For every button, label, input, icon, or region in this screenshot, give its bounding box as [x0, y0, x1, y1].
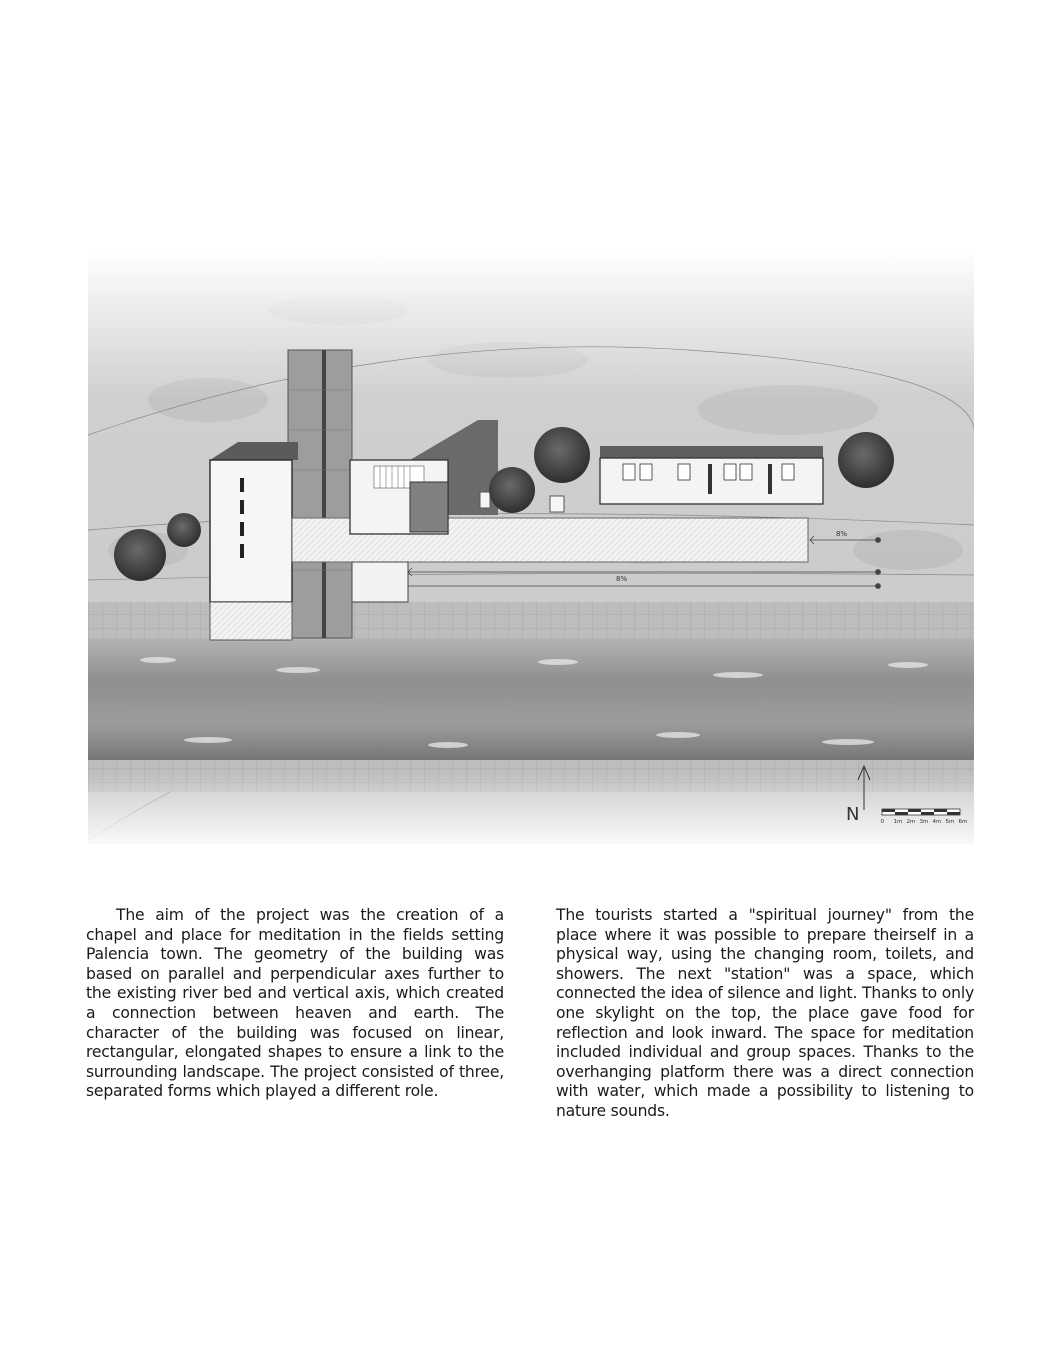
- chapel-platform: [210, 602, 292, 640]
- chapel-building: [210, 460, 292, 602]
- description-right-column: The tourists started a "spiritual journey" from the place where it was possible to prepare theirself in a physical way, using the changing room, toilets, and showers. The next "station" was a space, which connected the idea of silence and light. Thanks to only one skylight on the top, the place gave food for reflection and look inward. The space for meditation included individual and group spaces. Thanks to the overhanging platform there was a direct connection with water, which made a possibility to listening to nature sounds.: [556, 906, 974, 1120]
- slope-label-upper: 8%: [836, 530, 848, 538]
- description-left-column: The aim of the project was the creation of a chapel and place for meditation in the fields setting Palencia town. The geometry of the building was based on parallel and perpendicular axes further to the existing river bed and vertical axis, which created a connection between heaven and earth. The character of the building was focused on linear, rectangular, elongated shapes to ensure a link to the surrounding landscape. The project consisted of three, separated forms which played a different role.: [86, 906, 504, 1101]
- scale-tick-label: 1m: [893, 819, 903, 825]
- scale-tick-label: 5m: [945, 819, 955, 825]
- scale-tick-label: 4m: [932, 819, 942, 825]
- scale-labels: [881, 819, 968, 825]
- vertical-axis-walkway: [288, 350, 352, 638]
- scale-tick-label: 3m: [919, 819, 929, 825]
- north-label: N: [846, 804, 860, 825]
- lower-pavilion: [352, 562, 408, 602]
- slope-label-lower: 8%: [616, 575, 628, 583]
- scale-bar-icon: [882, 809, 960, 815]
- bench-block: [550, 496, 564, 512]
- bench-block: [480, 492, 490, 508]
- skylight: [410, 482, 448, 532]
- scale-tick-label: 0: [880, 819, 884, 825]
- scale-tick-label: 6m: [958, 819, 968, 825]
- site-plan: [88, 250, 974, 844]
- scale-tick-label: 2m: [906, 819, 916, 825]
